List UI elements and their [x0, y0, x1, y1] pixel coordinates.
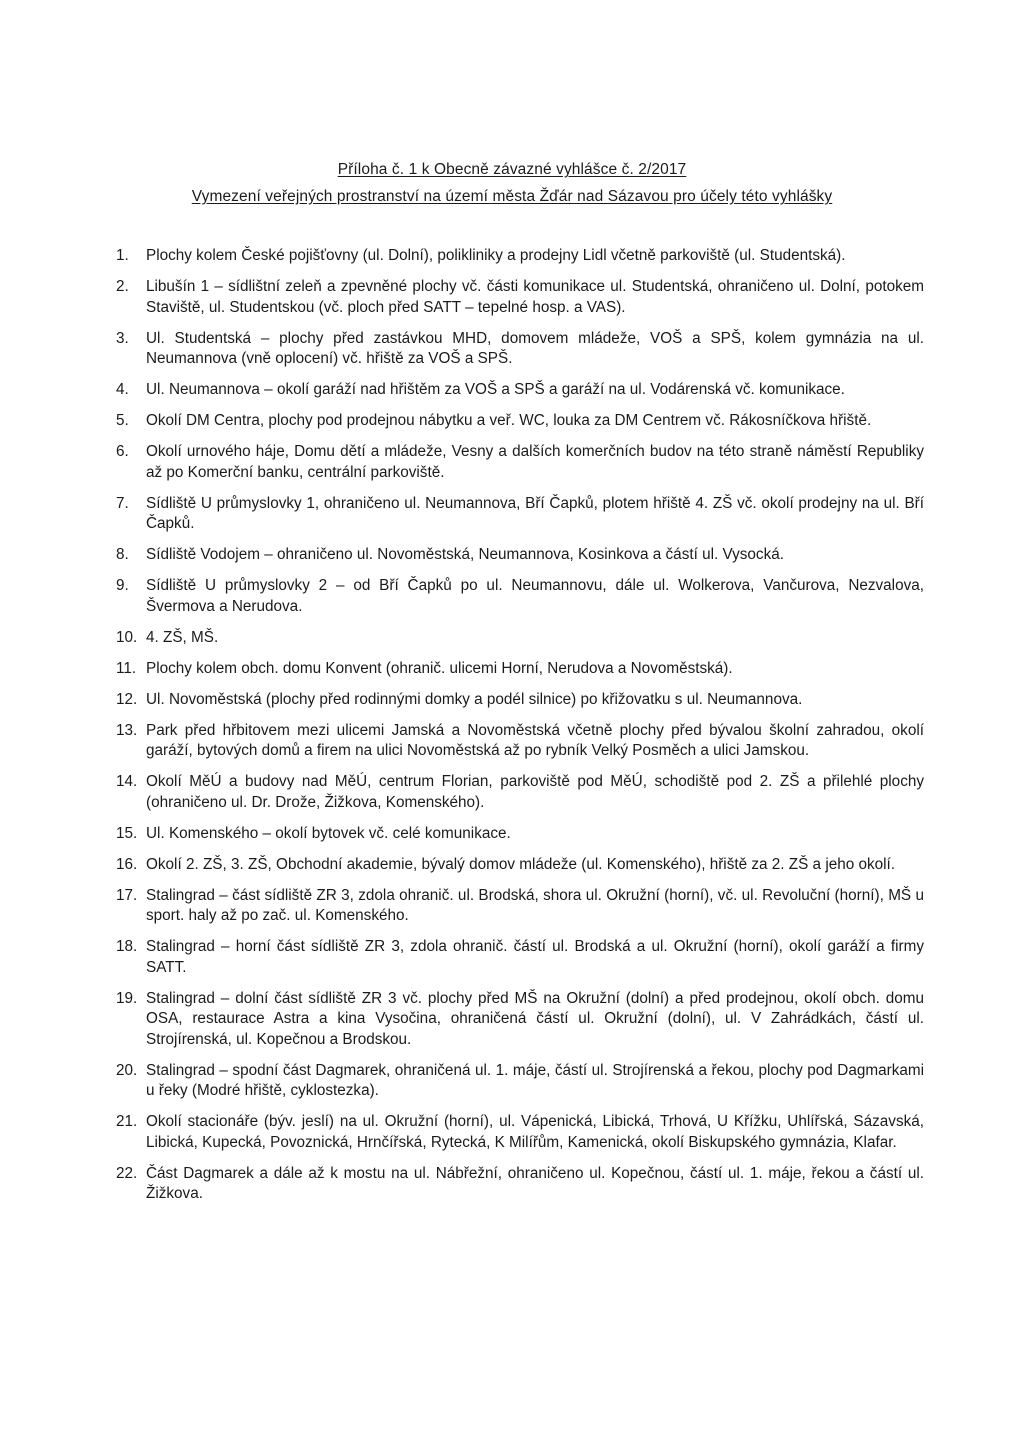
item-number: 4. — [116, 381, 129, 398]
list-item — [116, 721, 924, 762]
item-text: Ul. Studentská – plochy před zastávkou MHD, domovem mládeže, VOŠ a SPŠ, kolem gymnázia na ul. Neumannova (vně oplocení) vč. hřiště za VOŠ a SPŠ. — [146, 329, 924, 367]
item-number: 9. — [116, 577, 129, 594]
list-item — [116, 1061, 924, 1102]
list-item — [116, 246, 924, 267]
list-item — [116, 1164, 924, 1205]
item-number: 10. — [116, 628, 138, 646]
item-number: 6. — [116, 443, 129, 460]
item-number: 16. — [116, 855, 138, 873]
item-text: Sídliště U průmyslovky 2 – od Bří Čapků po ul. Neumannovu, dále ul. Wolkerova, Vančurova, Nezvalova, Švermova a Nerudova. — [146, 577, 924, 615]
item-text: Ul. Novoměstská (plochy před rodinnými domky a podél silnice) po křižovatku s ul. Neumannova. — [146, 690, 803, 708]
item-text: Okolí DM Centra, plochy pod prodejnou nábytku a veř. WC, louka za DM Centrem vč. Rákosníčkova hřiště. — [146, 412, 872, 429]
item-text: Sídliště U průmyslovky 1, ohraničeno ul. Neumannova, Bří Čapků, plotem hřiště 4. ZŠ vč. okolí prodejny na ul. Bří Čapků. — [146, 494, 924, 532]
item-number: 1. — [116, 247, 129, 264]
list-item — [116, 886, 924, 927]
item-number: 7. — [116, 494, 129, 512]
list-item — [116, 380, 924, 401]
list-item — [116, 628, 924, 649]
item-number: 18. — [116, 938, 138, 955]
item-text: 4. ZŠ, MŠ. — [146, 628, 219, 646]
item-number: 19. — [116, 989, 138, 1007]
item-number: 5. — [116, 412, 129, 429]
item-text: Libušín 1 – sídlištní zeleň a zpevněné plochy vč. části komunikace ul. Studentská, ohraničeno ul. Dolní, potokem Staviště, ul. Studentskou (vč. ploch před SATT – tepelné hosp. a VAS). — [146, 278, 924, 316]
item-text: Ul. Neumannova – okolí garáží nad hřištěm za VOŠ a SPŠ a garáží na ul. Vodárenská vč. komunikace. — [146, 381, 845, 398]
list-item — [116, 442, 924, 483]
list-item — [116, 824, 924, 845]
list-item — [116, 855, 924, 876]
item-number: 22. — [116, 1164, 138, 1182]
item-text: Okolí MěÚ a budovy nad MěÚ, centrum Florian, parkoviště pod MěÚ, schodiště pod 2. ZŠ a přilehlé plochy (ohraničeno ul. Dr. Drože, Žižkova, Komenského). — [146, 773, 924, 811]
list-item — [116, 329, 924, 370]
item-number: 20. — [116, 1061, 138, 1079]
item-number: 15. — [116, 824, 138, 842]
list-item — [116, 411, 924, 432]
list-item — [116, 576, 924, 617]
document-title: Příloha č. 1 k Obecně závazné vyhlášce č. 2/2017 — [337, 161, 687, 178]
item-text: Stalingrad – spodní část Dagmarek, ohraničená ul. 1. máje, částí ul. Strojírenská a řekou, plochy pod Dagmarkami u řeky (Modré hřiště, cyklostezka). — [146, 1061, 924, 1099]
item-text: Plochy kolem obch. domu Konvent (ohranič. ulicemi Horní, Nerudova a Novoměstská). — [146, 659, 733, 677]
item-number: 11. — [116, 659, 137, 677]
item-number: 21. — [116, 1113, 138, 1130]
item-number: 8. — [116, 546, 129, 563]
list-item — [116, 937, 924, 978]
list-item — [116, 690, 924, 711]
item-number: 17. — [116, 886, 138, 904]
item-text: Okolí 2. ZŠ, 3. ZŠ, Obchodní akademie, bývalý domov mládeže (ul. Komenského), hřiště za 2. ZŠ a jeho okolí. — [146, 855, 896, 873]
item-text: Stalingrad – část sídliště ZR 3, zdola ohranič. ul. Brodská, shora ul. Okružní (horní), vč. ul. Revoluční (horní), MŠ u sport. haly až po zač. ul. Komenského. — [146, 886, 924, 924]
list-item — [116, 277, 924, 318]
item-text: Ul. Komenského – okolí bytovek vč. celé komunikace. — [146, 824, 511, 842]
item-number: 13. — [116, 721, 138, 739]
item-text: Okolí stacionáře (býv. jeslí) na ul. Okružní (horní), ul. Vápenická, Libická, Trhová, U Křížku, Uhlířská, Sázavská, Libická, Kupecká, Povoznická, Hrnčířská, Rytecká, K Milířům, Kamenická, okolí Biskupského gymnázia, Klafar. — [146, 1113, 924, 1151]
item-text: Okolí urnového háje, Domu dětí a mládeže, Vesny a dalších komerčních budov na této straně náměstí Republiky až po Komerční banku, centrální parkoviště. — [146, 443, 924, 481]
item-number: 3. — [116, 329, 129, 347]
item-text: Sídliště Vodojem – ohraničeno ul. Novoměstská, Neumannova, Kosinkova a částí ul. Vysocká. — [146, 546, 784, 563]
item-number: 12. — [116, 690, 138, 708]
item-text: Plochy kolem České pojišťovny (ul. Dolní), polikliniky a prodejny Lidl včetně parkoviště (ul. Studentská). — [146, 247, 846, 264]
area-list — [116, 246, 924, 1215]
item-text: Stalingrad – horní část sídliště ZR 3, zdola ohranič. částí ul. Brodská a ul. Okružní (horní), okolí garáží a firmy SATT. — [146, 938, 924, 976]
item-text: Stalingrad – dolní část sídliště ZR 3 vč. plochy před MŠ na Okružní (dolní) a před prodejnou, okolí obch. domu OSA, restaurace Astra a kina Vysočina, ohraničená částí ul. Okružní (dolní), ul. V Zahrádkách, částí ul. Strojírenská, ul. Kopečnou a Brodskou. — [146, 989, 924, 1048]
item-text: Park před hřbitovem mezi ulicemi Jamská a Novoměstská včetně plochy před bývalou školní zahradou, okolí garáží, bytových domů a firem na ulici Novoměstská až po rybník Velký Posměch a ulici Jamskou. — [146, 721, 924, 759]
list-item — [116, 659, 924, 680]
list-item — [116, 1112, 924, 1153]
list-item — [116, 494, 924, 535]
list-item — [116, 772, 924, 813]
item-number: 14. — [116, 773, 138, 790]
item-number: 2. — [116, 278, 129, 295]
item-text: Část Dagmarek a dále až k mostu na ul. Nábřežní, ohraničeno ul. Kopečnou, částí ul. 1. máje, řekou a částí ul. Žižkova. — [146, 1164, 924, 1202]
list-item — [116, 545, 924, 566]
list-item — [116, 989, 924, 1051]
document-subtitle: Vymezení veřejných prostranství na území města Žďár nad Sázavou pro účely této vyhlášky — [191, 188, 833, 205]
